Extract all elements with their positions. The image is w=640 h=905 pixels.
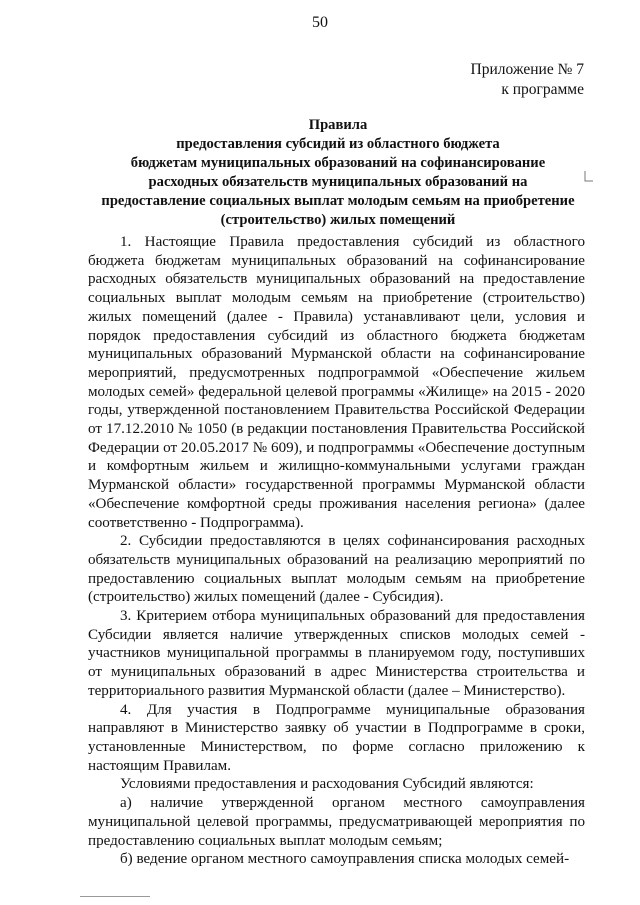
paragraph: Условиями предоставления и расходования Субсидий являются:: [120, 776, 534, 793]
paragraph: а) наличие утвержденной органом местного самоуправления муниципальной целевой программы, предусматривающей мероприятия по предоставлению социальных выплат молодым семьям;: [88, 795, 585, 849]
footer-rule: [80, 896, 150, 897]
title-line: предоставления субсидий из областного бюджета: [176, 136, 500, 152]
paragraph: 2. Субсидии предоставляются в целях софинансирования расходных обязательств муниципальных образований на реализацию мероприятий по предоставлению социальных выплат молодым семьям на приобретение (строительство) жилых помещений (далее - Субсидия).: [88, 533, 585, 606]
page-number: 50: [312, 14, 328, 31]
title-line: Правила: [308, 117, 368, 133]
paragraph: 1. Настоящие Правила предоставления субсидий из областного бюджета бюджетам муниципальных образований на софинансирование расходных обязательств муниципальных образований на предоставление социальных выплат молодым семьям на приобретение (строительство) жилых помещений (далее - Правила) устанавливают цели, условия и порядок предоставления субсидий из областного бюджета бюджетам муниципальных образований Мурманской области на софинансирование мероприятий, предусмотренных подпрограммой «Обеспечение жильем молодых семей» федеральной целевой программы «Жилище» на 2015 - 2020 годы, утвержденной постановлением Правительства Российской Федерации от 17.12.2010 № 1050 (в редакции постановления Правительства Российской Федерации от 20.05.2017 № 609), и подпрограммы «Обеспечение доступным и комфортным жильем и жилищно-коммунальными услугами граждан Мурманской области» государственной программы Мурманской области «Обеспечение комфортной среды проживания населения региона» (далее соответственно - Подпрограмма).: [88, 234, 585, 531]
pen-mark-icon: [583, 170, 595, 184]
appendix-reference: [471, 60, 584, 100]
paragraph: 4. Для участия в Подпрограмме муниципальные образования направляют в Министерство заявку об участии в Подпрограмме в сроки, установленные Министерством, по форме согласно приложению к настоящим Правилам.: [88, 701, 585, 774]
title-line: (строительство) жилых помещений: [220, 212, 456, 228]
document-body: [88, 233, 585, 869]
document-title: [88, 116, 588, 230]
paragraph: б) ведение органом местного самоуправления списка молодых семей-: [120, 851, 570, 868]
paragraph: 3. Критерием отбора муниципальных образований для предоставления Субсидии является наличие утвержденных списков молодых семей - участников муниципальной программы в планируемом году, поступивших от муниципальных образований в адрес Министерства строительства и территориального развития Мурманской области (далее – Министерство).: [88, 608, 585, 699]
appendix-line: к программе: [501, 81, 584, 98]
title-line: расходных обязательств муниципальных образований на: [148, 174, 528, 190]
title-line: бюджетам муниципальных образований на софинансирование: [130, 155, 546, 171]
title-line: предоставление социальных выплат молодым семьям на приобретение: [101, 193, 575, 209]
appendix-line: Приложение № 7: [470, 61, 584, 78]
